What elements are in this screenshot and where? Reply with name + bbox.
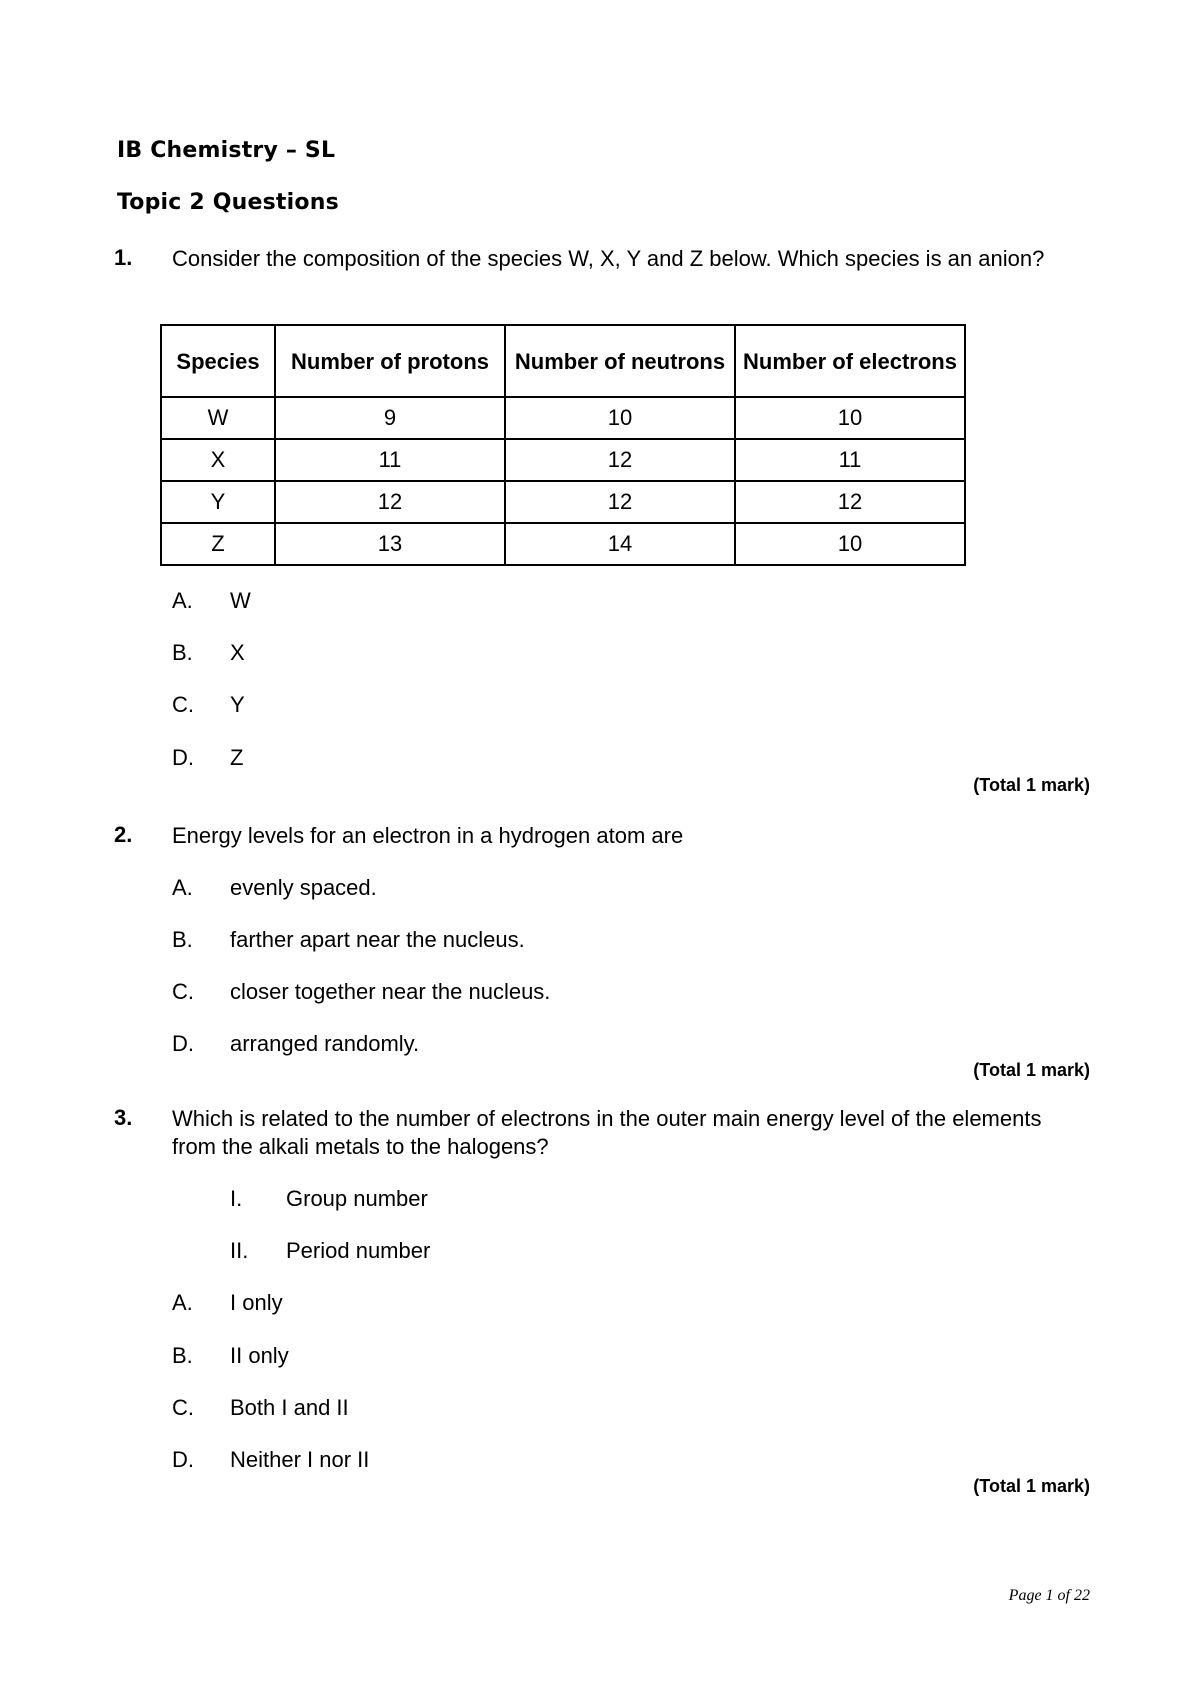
table-cell: 13 [275, 523, 505, 565]
page-subtitle: Topic 2 Questions [117, 190, 339, 215]
question-number: 1. [114, 245, 133, 270]
answer-option-d: D. arranged randomly. [172, 1031, 420, 1056]
table-cell: Y [161, 481, 275, 523]
table-cell: 11 [275, 439, 505, 481]
page-number: Page 1 of 22 [1008, 1587, 1090, 1604]
table-cell: 14 [505, 523, 735, 565]
table-header: Number of electrons [735, 325, 965, 397]
table-cell: 12 [275, 481, 505, 523]
answer-option-a: A. W [172, 588, 251, 613]
table-row [161, 397, 965, 439]
answer-option-c: C. Both I and II [172, 1395, 349, 1420]
question-text: Which is related to the number of electrons in the outer main energy level of the elements from the alkali metals to the halogens? [172, 1106, 1042, 1159]
answer-option-d: D. Z [172, 745, 244, 770]
statement-i: I. Group number [230, 1186, 428, 1211]
answer-option-a: A. I only [172, 1290, 283, 1315]
table-row [161, 523, 965, 565]
table-cell: 12 [505, 481, 735, 523]
answer-option-d: D. Neither I nor II [172, 1447, 370, 1472]
total-mark: (Total 1 mark) [973, 1476, 1090, 1496]
question-text: Consider the composition of the species W, X, Y and Z below. Which species is an anion? [172, 246, 1045, 271]
table-cell: W [161, 397, 275, 439]
table-cell: 10 [735, 397, 965, 439]
table-cell: 12 [735, 481, 965, 523]
table-cell: 10 [505, 397, 735, 439]
page-title: IB Chemistry – SL [117, 138, 336, 163]
species-table [160, 324, 966, 566]
table-cell: 12 [505, 439, 735, 481]
total-mark: (Total 1 mark) [973, 775, 1090, 795]
table-cell: 9 [275, 397, 505, 439]
table-header: Species [161, 325, 275, 397]
answer-option-b: B. X [172, 640, 245, 665]
table-cell: 11 [735, 439, 965, 481]
answer-option-c: C. closer together near the nucleus. [172, 979, 551, 1004]
statement-ii: II. Period number [230, 1238, 431, 1263]
question-number: 2. [114, 822, 133, 847]
table-cell: Z [161, 523, 275, 565]
question-number: 3. [114, 1105, 133, 1130]
table-header: Number of protons [275, 325, 505, 397]
question-text: Energy levels for an electron in a hydrogen atom are [172, 823, 684, 848]
table-row [161, 481, 965, 523]
answer-option-a: A. evenly spaced. [172, 875, 377, 900]
total-mark: (Total 1 mark) [973, 1060, 1090, 1080]
answer-option-b: B. farther apart near the nucleus. [172, 927, 525, 952]
table-header: Number of neutrons [505, 325, 735, 397]
answer-option-b: B. II only [172, 1343, 289, 1368]
table-header-row [161, 325, 965, 397]
table-row [161, 439, 965, 481]
table-cell: 10 [735, 523, 965, 565]
table-cell: X [161, 439, 275, 481]
answer-option-c: C. Y [172, 692, 245, 717]
